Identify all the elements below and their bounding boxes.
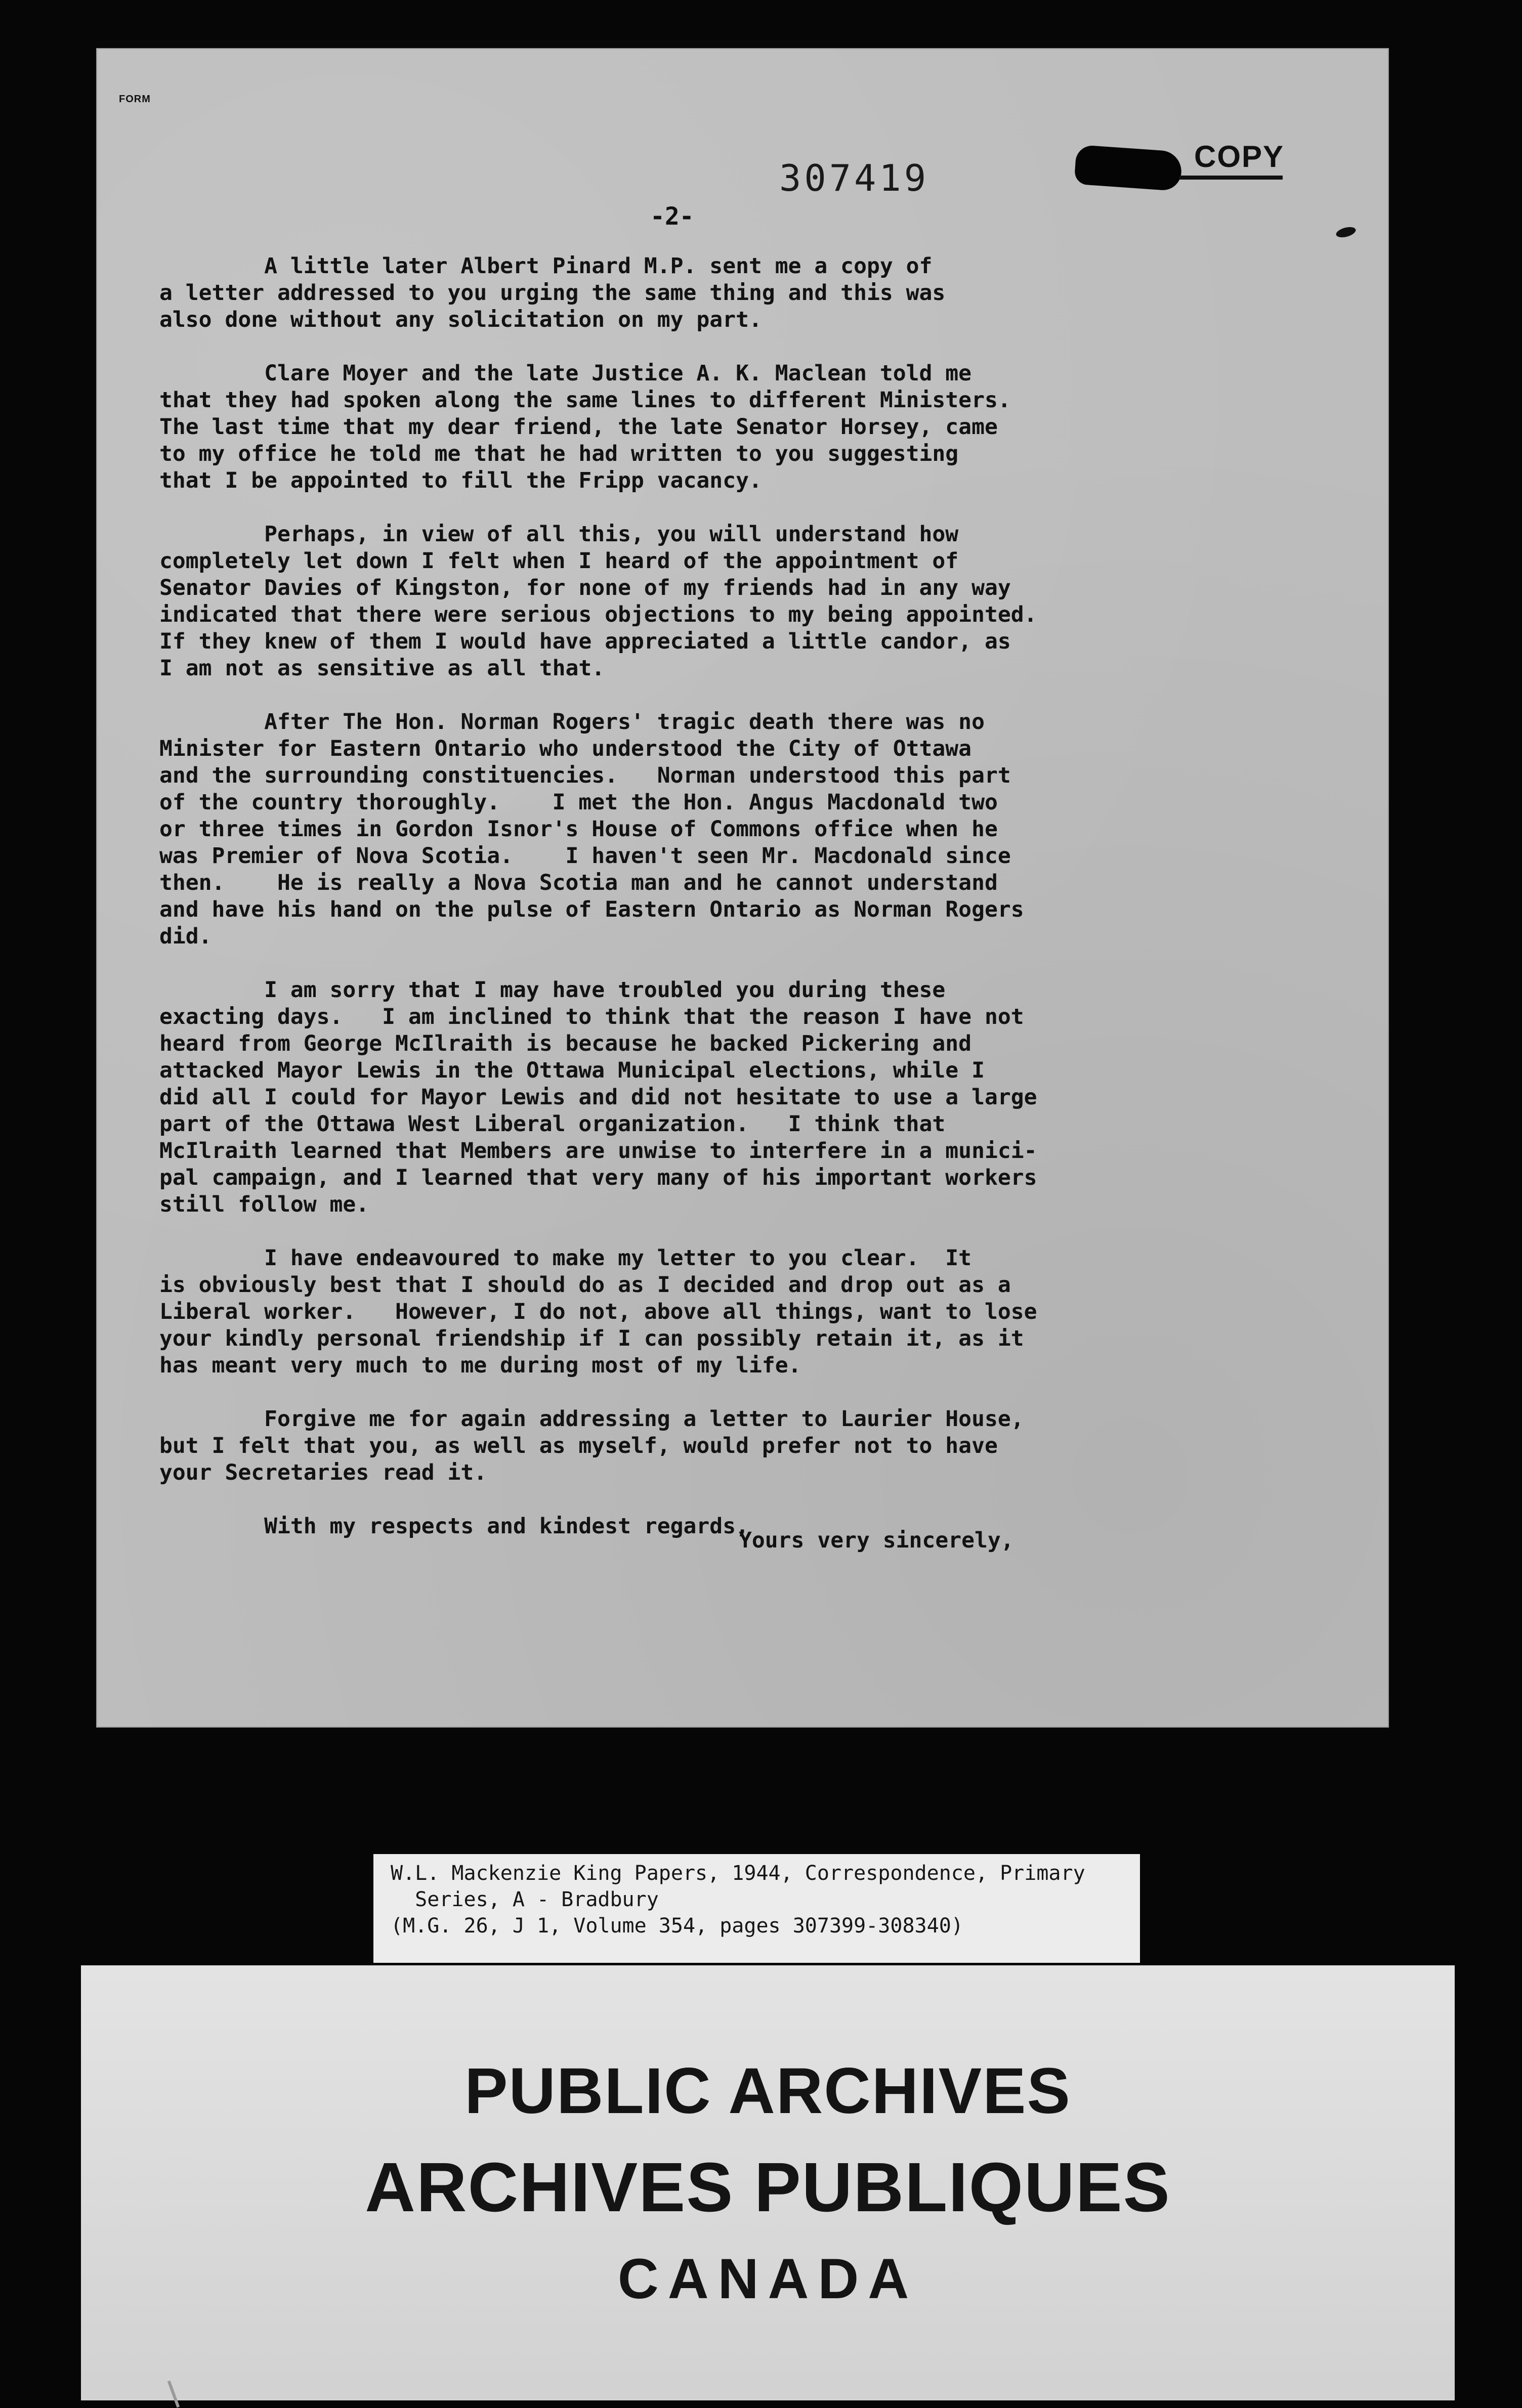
letter-line: and have his hand on the pulse of Eastern Ontario as Norman Rogers	[159, 897, 1024, 922]
letter-line: has meant very much to me during most of my life.	[159, 1353, 801, 1378]
letter-line: still follow me.	[159, 1192, 369, 1217]
document-number: 307419	[779, 157, 929, 199]
letter-line: to my office he told me that he had written to you suggesting	[159, 441, 959, 466]
letter-line: attacked Mayor Lewis in the Ottawa Municipal elections, while I	[159, 1058, 985, 1083]
letter-line: exacting days. I am inclined to think that the reason I have not	[159, 1004, 1024, 1029]
letter-line: then. He is really a Nova Scotia man and he cannot understand	[159, 870, 998, 895]
reference-line: (M.G. 26, J 1, Volume 354, pages 307399-308340)	[391, 1914, 963, 1938]
letter-paragraph	[159, 1406, 1303, 1486]
letter-paragraph	[159, 977, 1303, 1218]
letter-paragraph	[159, 253, 1303, 333]
letter-line: completely let down I felt when I heard of the appointment of	[159, 548, 959, 574]
letter-paragraph	[159, 360, 1303, 494]
letter-line: your kindly personal friendship if I can possibly retain it, as it	[159, 1326, 1024, 1351]
letter-paragraph	[159, 521, 1303, 682]
banner-country: CANADA	[617, 2247, 918, 2310]
letter-line: I have endeavoured to make my letter to you clear. It	[159, 1245, 972, 1271]
closing: Yours very sincerely,	[739, 1528, 1014, 1553]
page-number: -2-	[650, 202, 694, 231]
reference-label	[373, 1854, 1140, 1963]
letter-line: A little later Albert Pinard M.P. sent me a copy of	[159, 253, 933, 279]
letter-line: but I felt that you, as well as myself, would prefer not to have	[159, 1433, 998, 1458]
letter-body	[159, 253, 1303, 1567]
ink-blot	[1074, 145, 1183, 191]
letter-line: did all I could for Mayor Lewis and did not hesitate to use a large	[159, 1085, 1037, 1110]
letter-line: pal campaign, and I learned that very many of his important workers	[159, 1165, 1037, 1190]
letter-line: your Secretaries read it.	[159, 1460, 487, 1485]
archives-banner	[81, 1965, 1455, 2400]
letter-line: I am sorry that I may have troubled you during these	[159, 977, 946, 1003]
letter-line: Liberal worker. However, I do not, above all things, want to lose	[159, 1299, 1037, 1324]
letter-line: a letter addressed to you urging the same thing and this was	[159, 280, 946, 306]
letter-line: that I be appointed to fill the Fripp vacancy.	[159, 468, 762, 493]
letter-line: If they knew of them I would have appreciated a little candor, as	[159, 629, 1011, 654]
letter-line: Clare Moyer and the late Justice A. K. Maclean told me	[159, 361, 972, 386]
letter-paragraph	[159, 1245, 1303, 1379]
letter-line: of the country thoroughly. I met the Hon. Angus Macdonald two	[159, 790, 998, 815]
letter-line: After The Hon. Norman Rogers' tragic death there was no	[159, 709, 985, 735]
reference-line: Series, A - Bradbury	[391, 1888, 659, 1911]
copy-underline	[1179, 176, 1283, 180]
copy-label: COPY	[1194, 140, 1285, 174]
reference-line: W.L. Mackenzie King Papers, 1944, Correspondence, Primary	[391, 1862, 1085, 1885]
letter-line: did.	[159, 924, 212, 949]
letter-line: that they had spoken along the same lines to different Ministers.	[159, 388, 1011, 413]
letter-paragraph	[159, 1513, 1303, 1540]
letter-line: and the surrounding constituencies. Norman understood this part	[159, 763, 1011, 788]
letter-paragraph	[159, 709, 1303, 950]
letter-line: I am not as sensitive as all that.	[159, 656, 605, 681]
letter-line: is obviously best that I should do as I decided and drop out as a	[159, 1272, 1011, 1298]
letter-line: Perhaps, in view of all this, you will understand how	[159, 522, 959, 547]
copy-stamp	[1075, 139, 1288, 195]
letter-line: was Premier of Nova Scotia. I haven't seen Mr. Macdonald since	[159, 843, 1011, 869]
banner-title-english: PUBLIC ARCHIVES	[464, 2055, 1071, 2127]
letter-line: Senator Davies of Kingston, for none of my friends had in any way	[159, 575, 1011, 600]
letter-line: The last time that my dear friend, the late Senator Horsey, came	[159, 414, 998, 440]
letter-line: heard from George McIlraith is because he backed Pickering and	[159, 1031, 972, 1056]
letter-line: Minister for Eastern Ontario who understood the City of Ottawa	[159, 736, 972, 761]
letter-line: part of the Ottawa West Liberal organization. I think that	[159, 1111, 946, 1137]
banner-title-french: ARCHIVES PUBLIQUES	[365, 2148, 1171, 2226]
letter-line: also done without any solicitation on my part.	[159, 307, 762, 332]
letter-line: or three times in Gordon Isnor's House of Commons office when he	[159, 816, 998, 842]
letter-line: McIlraith learned that Members are unwise to interfere in a munici-	[159, 1138, 1037, 1164]
form-mark: FORM	[119, 94, 151, 105]
letter-line: With my respects and kindest regards,	[159, 1514, 749, 1539]
letter-line: Forgive me for again addressing a letter to Laurier House,	[159, 1406, 1024, 1432]
ink-speck	[1335, 225, 1357, 239]
letter-line: indicated that there were serious objections to my being appointed.	[159, 602, 1037, 627]
